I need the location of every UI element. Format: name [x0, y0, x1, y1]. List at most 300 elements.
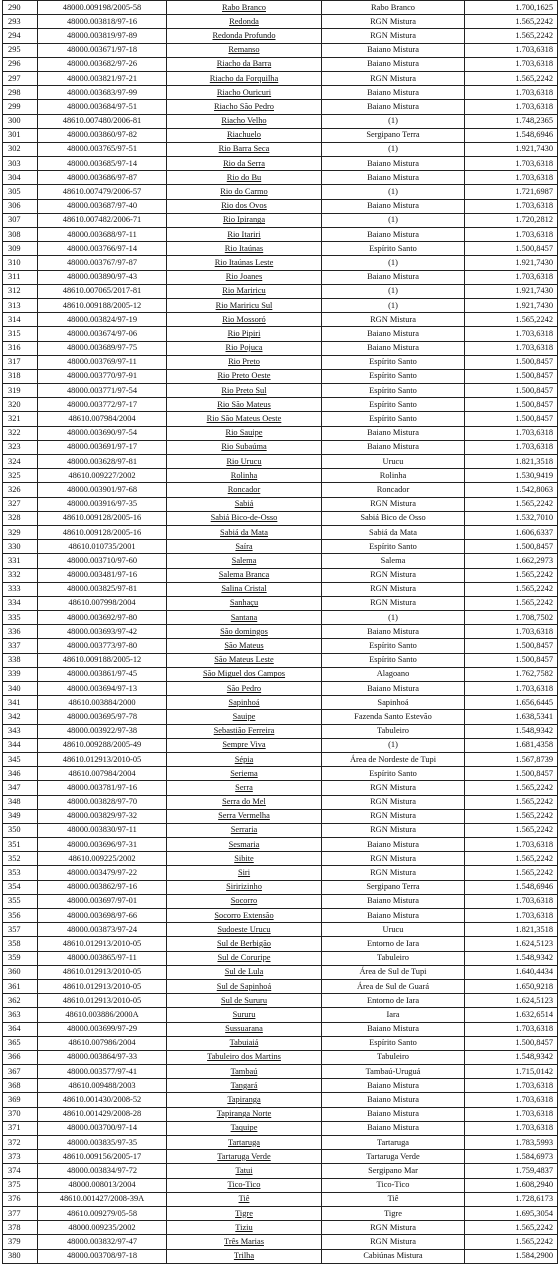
- table-row: [3, 909, 558, 923]
- table-row: [3, 582, 558, 596]
- reference-stream-cell: Baiano Mistura: [322, 199, 465, 213]
- table-row: [3, 554, 558, 568]
- price-value-cell: 1.548,9342: [465, 724, 558, 738]
- row-number-cell: 348: [3, 795, 38, 809]
- field-name-cell: Rio Mariricu: [167, 284, 322, 298]
- process-number-cell: 48000.003691/97-17: [38, 440, 167, 454]
- row-number-cell: 324: [3, 455, 38, 469]
- table-row: [3, 1235, 558, 1249]
- process-number-cell: 48610.007479/2006-57: [38, 185, 167, 199]
- process-number-cell: 48610.001429/2008-28: [38, 1107, 167, 1121]
- reference-stream-cell: Urucu: [322, 455, 465, 469]
- row-number-cell: 358: [3, 937, 38, 951]
- process-number-cell: 48000.003671/97-18: [38, 43, 167, 57]
- reference-stream-cell: Tabuleiro: [322, 1050, 465, 1064]
- reference-stream-cell: Espírito Santo: [322, 1036, 465, 1050]
- process-number-cell: 48000.003835/97-35: [38, 1136, 167, 1150]
- table-row: [3, 625, 558, 639]
- field-name-cell: Tiê: [167, 1192, 322, 1206]
- reference-stream-cell: Sergipano Terra: [322, 880, 465, 894]
- price-value-cell: 1.703,6318: [465, 909, 558, 923]
- process-number-cell: 48610.009227/2002: [38, 469, 167, 483]
- field-name-cell: Rio Itariri: [167, 228, 322, 242]
- row-number-cell: 369: [3, 1093, 38, 1107]
- price-value-cell: 1.821,3518: [465, 455, 558, 469]
- process-number-cell: 48000.003767/97-87: [38, 256, 167, 270]
- price-value-cell: 1.624,5123: [465, 937, 558, 951]
- field-name-cell: Sudoeste Urucu: [167, 923, 322, 937]
- reference-stream-cell: Baiano Mistura: [322, 171, 465, 185]
- field-name-cell: Tabuiaiá: [167, 1036, 322, 1050]
- reference-stream-cell: Roncador: [322, 483, 465, 497]
- row-number-cell: 375: [3, 1178, 38, 1192]
- row-number-cell: 294: [3, 29, 38, 43]
- field-name-cell: Rio dos Ovos: [167, 199, 322, 213]
- process-number-cell: 48610.009279/05-58: [38, 1206, 167, 1220]
- table-row: [3, 866, 558, 880]
- process-number-cell: 48000.003685/97-14: [38, 157, 167, 171]
- table-row: [3, 1093, 558, 1107]
- reference-stream-cell: (1): [322, 611, 465, 625]
- table-row: [3, 213, 558, 227]
- row-number-cell: 317: [3, 355, 38, 369]
- field-name-cell: Rabo Branco: [167, 1, 322, 15]
- price-value-cell: 1.703,6318: [465, 199, 558, 213]
- table-row: [3, 313, 558, 327]
- table-row: [3, 369, 558, 383]
- field-name-cell: Sauipe: [167, 710, 322, 724]
- price-value-cell: 1.656,6445: [465, 696, 558, 710]
- row-number-cell: 329: [3, 525, 38, 539]
- field-name-cell: Serraria: [167, 823, 322, 837]
- reference-stream-cell: RGN Mistura: [322, 497, 465, 511]
- row-number-cell: 341: [3, 696, 38, 710]
- field-name-cell: Tabuleiro dos Martins: [167, 1050, 322, 1064]
- row-number-cell: 371: [3, 1121, 38, 1135]
- reference-stream-cell: (1): [322, 256, 465, 270]
- price-value-cell: 1.921,7430: [465, 284, 558, 298]
- price-value-cell: 1.500,8457: [465, 767, 558, 781]
- process-number-cell: 48000.003699/97-29: [38, 1022, 167, 1036]
- table-row: [3, 228, 558, 242]
- price-value-cell: 1.703,6318: [465, 57, 558, 71]
- table-row: [3, 667, 558, 681]
- process-number-cell: 48000.003696/97-31: [38, 838, 167, 852]
- reference-stream-cell: Alagoano: [322, 667, 465, 681]
- row-number-cell: 368: [3, 1079, 38, 1093]
- process-number-cell: 48000.009235/2002: [38, 1221, 167, 1235]
- table-row: [3, 894, 558, 908]
- table-row: [3, 965, 558, 979]
- reference-stream-cell: Baiano Mistura: [322, 894, 465, 908]
- reference-stream-cell: Baiano Mistura: [322, 86, 465, 100]
- reference-stream-cell: Baiano Mistura: [322, 625, 465, 639]
- row-number-cell: 327: [3, 497, 38, 511]
- process-number-cell: 48000.003830/97-11: [38, 823, 167, 837]
- reference-stream-cell: Baiano Mistura: [322, 426, 465, 440]
- field-name-cell: Riacho da Forquilha: [167, 71, 322, 85]
- table-row: [3, 327, 558, 341]
- field-name-cell: Sibite: [167, 852, 322, 866]
- table-row: [3, 1036, 558, 1050]
- row-number-cell: 370: [3, 1107, 38, 1121]
- process-number-cell: 48000.003865/97-11: [38, 951, 167, 965]
- row-number-cell: 310: [3, 256, 38, 270]
- price-value-cell: 1.703,6318: [465, 1022, 558, 1036]
- reference-stream-cell: Baiano Mistura: [322, 57, 465, 71]
- row-number-cell: 366: [3, 1050, 38, 1064]
- price-value-cell: 1.721,6987: [465, 185, 558, 199]
- price-value-cell: 1.565,2242: [465, 781, 558, 795]
- process-number-cell: 48000.003864/97-33: [38, 1050, 167, 1064]
- price-value-cell: 1.500,8457: [465, 412, 558, 426]
- price-value-cell: 1.921,7430: [465, 142, 558, 156]
- process-number-cell: 48000.003901/97-68: [38, 483, 167, 497]
- field-name-cell: Tambaú: [167, 1065, 322, 1079]
- reference-stream-cell: Baiano Mistura: [322, 682, 465, 696]
- process-number-cell: 48000.003682/97-26: [38, 57, 167, 71]
- row-number-cell: 299: [3, 100, 38, 114]
- table-row: [3, 511, 558, 525]
- price-value-cell: 1.565,2242: [465, 1221, 558, 1235]
- price-value-cell: 1.703,6318: [465, 270, 558, 284]
- row-number-cell: 355: [3, 894, 38, 908]
- field-name-cell: Sururu: [167, 1008, 322, 1022]
- price-value-cell: 1.500,8457: [465, 384, 558, 398]
- row-number-cell: 347: [3, 781, 38, 795]
- row-number-cell: 293: [3, 15, 38, 29]
- process-number-cell: 48610.007480/2006-81: [38, 114, 167, 128]
- price-value-cell: 1.548,6946: [465, 128, 558, 142]
- table-row: [3, 696, 558, 710]
- table-row: [3, 823, 558, 837]
- process-number-cell: 48610.009488/2003: [38, 1079, 167, 1093]
- reference-stream-cell: Espírito Santo: [322, 540, 465, 554]
- reference-stream-cell: RGN Mistura: [322, 1221, 465, 1235]
- row-number-cell: 353: [3, 866, 38, 880]
- table-row: [3, 596, 558, 610]
- price-value-cell: 1.650,9218: [465, 979, 558, 993]
- process-number-cell: 48610.007998/2004: [38, 596, 167, 610]
- reference-stream-cell: RGN Mistura: [322, 71, 465, 85]
- table-row: [3, 568, 558, 582]
- table-row: [3, 1192, 558, 1206]
- reference-stream-cell: Baiano Mistura: [322, 838, 465, 852]
- table-row: [3, 525, 558, 539]
- process-number-cell: 48000.003819/97-89: [38, 29, 167, 43]
- table-row: [3, 157, 558, 171]
- reference-stream-cell: Cabiúnas Mistura: [322, 1249, 465, 1263]
- field-name-cell: São Miguel dos Campos: [167, 667, 322, 681]
- row-number-cell: 290: [3, 1, 38, 15]
- table-row: [3, 398, 558, 412]
- field-name-cell: Redonda Profundo: [167, 29, 322, 43]
- field-name-cell: Rio Preto: [167, 355, 322, 369]
- reference-stream-cell: Salema: [322, 554, 465, 568]
- row-number-cell: 342: [3, 710, 38, 724]
- process-number-cell: 48000.003698/97-66: [38, 909, 167, 923]
- row-number-cell: 344: [3, 738, 38, 752]
- field-name-cell: Sempre Viva: [167, 738, 322, 752]
- price-value-cell: 1.542,8063: [465, 483, 558, 497]
- field-name-cell: Rio do Carmo: [167, 185, 322, 199]
- table-row: [3, 880, 558, 894]
- price-value-cell: 1.500,8457: [465, 355, 558, 369]
- row-number-cell: 352: [3, 852, 38, 866]
- reference-stream-cell: Sabiá Bico de Osso: [322, 511, 465, 525]
- field-name-cell: Rio Mariricu Sul: [167, 298, 322, 312]
- field-name-cell: Rio Pipiri: [167, 327, 322, 341]
- field-name-cell: Sesmaria: [167, 838, 322, 852]
- field-name-cell: Rolinha: [167, 469, 322, 483]
- reference-stream-cell: Tabuleiro: [322, 724, 465, 738]
- reference-stream-cell: Sergipano Mar: [322, 1164, 465, 1178]
- reference-stream-cell: (1): [322, 185, 465, 199]
- table-row: [3, 43, 558, 57]
- row-number-cell: 357: [3, 923, 38, 937]
- price-value-cell: 1.548,9342: [465, 1050, 558, 1064]
- price-value-cell: 1.703,6318: [465, 625, 558, 639]
- price-value-cell: 1.565,2242: [465, 852, 558, 866]
- row-number-cell: 320: [3, 398, 38, 412]
- process-number-cell: 48000.003873/97-24: [38, 923, 167, 937]
- process-number-cell: 48000.003710/97-60: [38, 554, 167, 568]
- table-row: [3, 341, 558, 355]
- row-number-cell: 374: [3, 1164, 38, 1178]
- table-row: [3, 1079, 558, 1093]
- table-row: [3, 284, 558, 298]
- price-value-cell: 1.703,6318: [465, 1079, 558, 1093]
- field-name-cell: Rio Preto Sul: [167, 384, 322, 398]
- price-value-cell: 1.500,8457: [465, 1036, 558, 1050]
- process-number-cell: 48000.003766/97-14: [38, 242, 167, 256]
- process-number-cell: 48000.003695/97-78: [38, 710, 167, 724]
- row-number-cell: 326: [3, 483, 38, 497]
- field-name-cell: Tapiranga: [167, 1093, 322, 1107]
- reference-stream-cell: Tartaruga: [322, 1136, 465, 1150]
- field-name-cell: Serra Vermelha: [167, 809, 322, 823]
- row-number-cell: 302: [3, 142, 38, 156]
- field-name-cell: Rio Pojuca: [167, 341, 322, 355]
- process-number-cell: 48610.007984/2004: [38, 412, 167, 426]
- price-value-cell: 1.703,6318: [465, 1121, 558, 1135]
- table-row: [3, 15, 558, 29]
- reference-stream-cell: Baiano Mistura: [322, 1079, 465, 1093]
- reference-stream-cell: Espírito Santo: [322, 412, 465, 426]
- process-number-cell: 48610.009225/2002: [38, 852, 167, 866]
- price-value-cell: 1.703,6318: [465, 1107, 558, 1121]
- table-row: [3, 951, 558, 965]
- price-value-cell: 1.921,7430: [465, 256, 558, 270]
- field-name-cell: Roncador: [167, 483, 322, 497]
- table-row: [3, 440, 558, 454]
- process-number-cell: 48610.012913/2010-05: [38, 979, 167, 993]
- field-name-cell: Tartaruga: [167, 1136, 322, 1150]
- field-name-cell: Três Marias: [167, 1235, 322, 1249]
- price-value-cell: 1.565,2242: [465, 866, 558, 880]
- reference-stream-cell: Área de Sul de Tupi: [322, 965, 465, 979]
- reference-stream-cell: Área de Sul de Guará: [322, 979, 465, 993]
- price-value-cell: 1.500,8457: [465, 540, 558, 554]
- table-row: [3, 270, 558, 284]
- table-row: [3, 171, 558, 185]
- table-row: [3, 256, 558, 270]
- reference-stream-cell: Baiano Mistura: [322, 157, 465, 171]
- process-number-cell: 48610.009288/2005-49: [38, 738, 167, 752]
- price-value-cell: 1.565,2242: [465, 15, 558, 29]
- process-number-cell: 48000.003697/97-01: [38, 894, 167, 908]
- price-value-cell: 1.500,8457: [465, 398, 558, 412]
- field-name-cell: Rio Sauipe: [167, 426, 322, 440]
- field-name-cell: Rio Barra Seca: [167, 142, 322, 156]
- table-row: [3, 298, 558, 312]
- table-row: [3, 682, 558, 696]
- price-value-cell: 1.703,6318: [465, 100, 558, 114]
- process-number-cell: 48000.003825/97-81: [38, 582, 167, 596]
- table-row: [3, 738, 558, 752]
- table-row: [3, 86, 558, 100]
- price-value-cell: 1.565,2242: [465, 809, 558, 823]
- price-value-cell: 1.584,6973: [465, 1150, 558, 1164]
- price-value-cell: 1.624,5123: [465, 994, 558, 1008]
- process-number-cell: 48000.003781/97-16: [38, 781, 167, 795]
- price-value-cell: 1.565,2242: [465, 568, 558, 582]
- field-name-cell: Rio Mossoró: [167, 313, 322, 327]
- process-number-cell: 48610.012913/2010-05: [38, 994, 167, 1008]
- field-name-cell: São Pedro: [167, 682, 322, 696]
- field-name-cell: Sul de Lula: [167, 965, 322, 979]
- field-name-cell: Salina Cristal: [167, 582, 322, 596]
- field-name-cell: Serra: [167, 781, 322, 795]
- price-value-cell: 1.548,9342: [465, 951, 558, 965]
- price-value-cell: 1.530,9419: [465, 469, 558, 483]
- field-name-cell: Tiziu: [167, 1221, 322, 1235]
- process-number-cell: 48000.003824/97-19: [38, 313, 167, 327]
- field-name-cell: Tatui: [167, 1164, 322, 1178]
- process-number-cell: 48610.007986/2004: [38, 1036, 167, 1050]
- reference-stream-cell: RGN Mistura: [322, 582, 465, 596]
- reference-stream-cell: (1): [322, 213, 465, 227]
- field-name-cell: Riacho São Pedro: [167, 100, 322, 114]
- table-row: [3, 185, 558, 199]
- process-number-cell: 48610.009128/2005-16: [38, 511, 167, 525]
- table-row: [3, 1136, 558, 1150]
- price-value-cell: 1.632,6514: [465, 1008, 558, 1022]
- field-name-cell: Redonda: [167, 15, 322, 29]
- field-name-cell: Sabiá Bico-de-Osso: [167, 511, 322, 525]
- row-number-cell: 351: [3, 838, 38, 852]
- process-number-cell: 48000.003818/97-16: [38, 15, 167, 29]
- row-number-cell: 359: [3, 951, 38, 965]
- reference-stream-cell: RGN Mistura: [322, 866, 465, 880]
- process-number-cell: 48000.003628/97-81: [38, 455, 167, 469]
- price-value-cell: 1.681,4358: [465, 738, 558, 752]
- table-row: [3, 994, 558, 1008]
- table-row: [3, 412, 558, 426]
- field-name-cell: Sul de Coruripe: [167, 951, 322, 965]
- process-number-cell: 48610.007065/2017-81: [38, 284, 167, 298]
- reference-stream-cell: RGN Mistura: [322, 596, 465, 610]
- field-name-cell: Rio Preto Oeste: [167, 369, 322, 383]
- table-row: [3, 611, 558, 625]
- reference-stream-cell: Espírito Santo: [322, 369, 465, 383]
- reference-stream-cell: RGN Mistura: [322, 809, 465, 823]
- reference-stream-cell: Rabo Branco: [322, 1, 465, 15]
- row-number-cell: 367: [3, 1065, 38, 1079]
- row-number-cell: 365: [3, 1036, 38, 1050]
- reference-stream-cell: Baiano Mistura: [322, 1022, 465, 1036]
- price-value-cell: 1.565,2242: [465, 1235, 558, 1249]
- price-value-cell: 1.703,6318: [465, 838, 558, 852]
- process-number-cell: 48000.003890/97-43: [38, 270, 167, 284]
- reference-stream-cell: (1): [322, 284, 465, 298]
- table-row: [3, 100, 558, 114]
- price-value-cell: 1.565,2242: [465, 795, 558, 809]
- process-number-cell: 48610.012913/2010-05: [38, 965, 167, 979]
- table-row: [3, 767, 558, 781]
- row-number-cell: 319: [3, 384, 38, 398]
- process-number-cell: 48610.003886/2000A: [38, 1008, 167, 1022]
- price-value-cell: 1.500,8457: [465, 653, 558, 667]
- process-number-cell: 48000.003684/97-51: [38, 100, 167, 114]
- price-value-cell: 1.703,6318: [465, 440, 558, 454]
- price-value-cell: 1.584,2900: [465, 1249, 558, 1263]
- table-row: [3, 455, 558, 469]
- table-row: [3, 937, 558, 951]
- price-value-cell: 1.565,2242: [465, 596, 558, 610]
- price-value-cell: 1.703,6318: [465, 171, 558, 185]
- reference-stream-cell: Baiano Mistura: [322, 228, 465, 242]
- reference-stream-cell: (1): [322, 738, 465, 752]
- table-row: [3, 724, 558, 738]
- row-number-cell: 330: [3, 540, 38, 554]
- row-number-cell: 336: [3, 625, 38, 639]
- row-number-cell: 332: [3, 568, 38, 582]
- row-number-cell: 334: [3, 596, 38, 610]
- field-name-cell: Salema Branca: [167, 568, 322, 582]
- table-row: [3, 426, 558, 440]
- row-number-cell: 328: [3, 511, 38, 525]
- row-number-cell: 339: [3, 667, 38, 681]
- process-number-cell: 48610.009128/2005-16: [38, 525, 167, 539]
- price-value-cell: 1.500,8457: [465, 639, 558, 653]
- reference-stream-cell: Sapinhoá: [322, 696, 465, 710]
- price-value-cell: 1.548,6946: [465, 880, 558, 894]
- price-value-cell: 1.703,6318: [465, 86, 558, 100]
- table-row: [3, 242, 558, 256]
- process-number-cell: 48000.003770/97-91: [38, 369, 167, 383]
- table-row: [3, 71, 558, 85]
- price-value-cell: 1.703,6318: [465, 894, 558, 908]
- price-value-cell: 1.565,2242: [465, 582, 558, 596]
- field-name-cell: Tartaruga Verde: [167, 1150, 322, 1164]
- field-name-cell: São Mateus: [167, 639, 322, 653]
- field-name-cell: Rio São Mateus Oeste: [167, 412, 322, 426]
- field-name-cell: Seriema: [167, 767, 322, 781]
- row-number-cell: 309: [3, 242, 38, 256]
- price-value-cell: 1.703,6318: [465, 157, 558, 171]
- process-number-cell: 48000.003693/97-42: [38, 625, 167, 639]
- process-number-cell: 48000.003694/97-13: [38, 682, 167, 696]
- price-value-cell: 1.565,2242: [465, 29, 558, 43]
- process-number-cell: 48000.003773/97-80: [38, 639, 167, 653]
- table-row: [3, 1221, 558, 1235]
- row-number-cell: 312: [3, 284, 38, 298]
- table-row: [3, 57, 558, 71]
- field-name-cell: Saíra: [167, 540, 322, 554]
- price-value-cell: 1.703,6318: [465, 1093, 558, 1107]
- row-number-cell: 331: [3, 554, 38, 568]
